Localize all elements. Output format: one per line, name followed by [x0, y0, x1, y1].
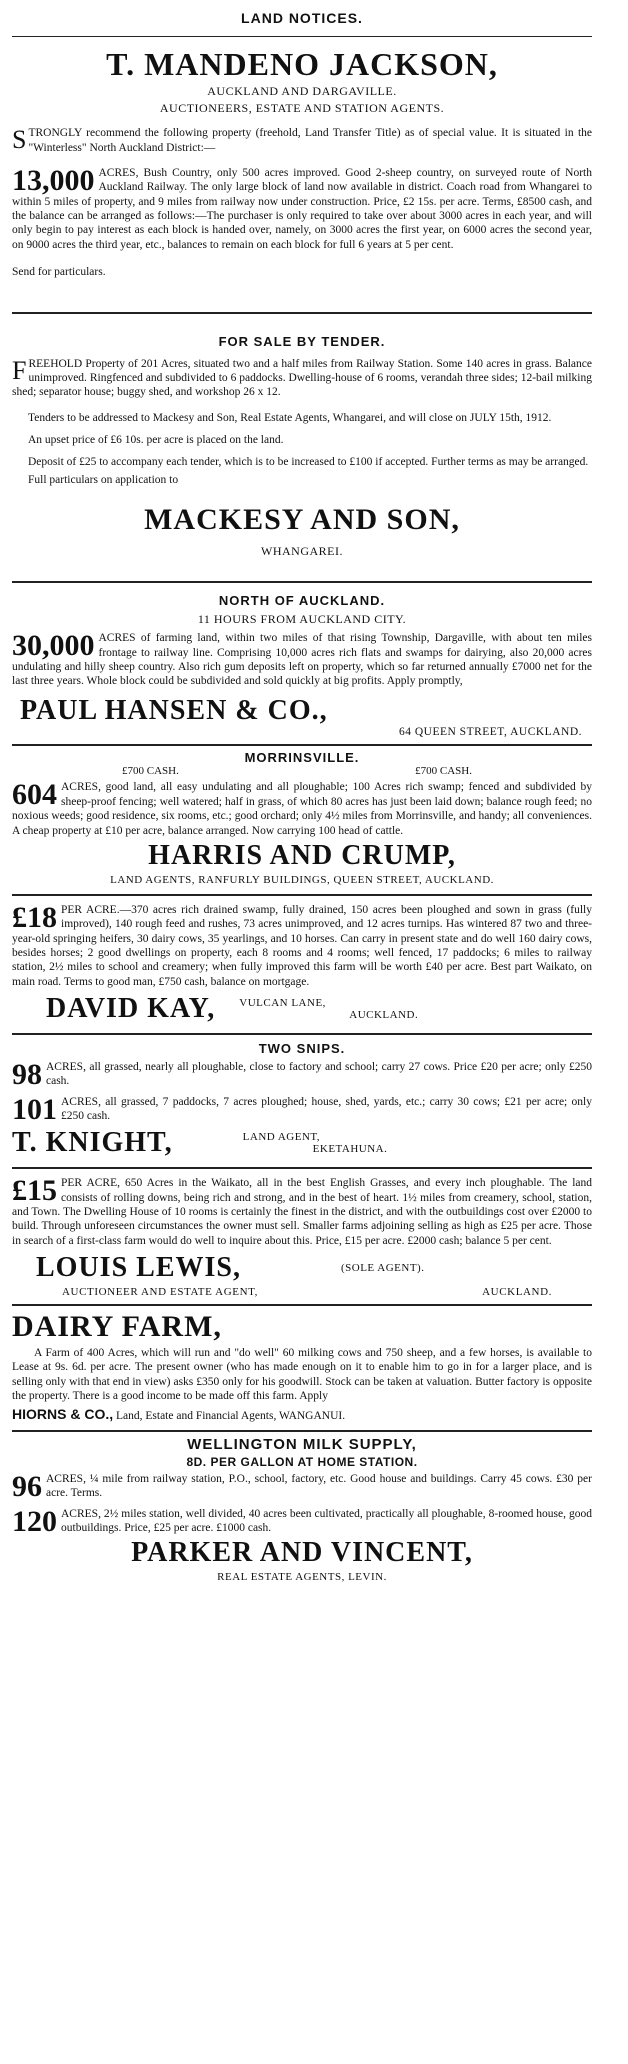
north-address: 64 QUEEN STREET, AUCKLAND. [398, 726, 582, 739]
tender-heading: FOR SALE BY TENDER. [218, 333, 386, 349]
dairy-agent-rest: Land, Estate and Financial Agents, WANGANUI. [116, 1410, 346, 1423]
north-acres-number: 30,000 [12, 629, 95, 663]
ad-tender [12, 314, 592, 584]
dairy-agent: HIORNS & CO., [12, 1406, 114, 1423]
tender-particulars: Full particulars on application to [28, 473, 179, 486]
ad-jackson [12, 37, 592, 314]
tender-intro-cap: F [12, 355, 27, 385]
tender-intro [12, 357, 592, 400]
kay-offer-text: PER ACRE.—370 acres rich drained swamp, fully drained, 150 acres been ploughed and sown in grass (fully improved), 140 rough feed and rushes, 73 acres unimproved, and 12 acres turnips. Has wintered 87 two and three-year-old springing heifers, 30 dairy cows, 35 yearlings, and 10 horses. Can carry in present state and do well 160 dairy cows, besides horses; 2 good dwellings on property, each 8 rooms and 4 rooms; well fenced, 17 paddocks; 6 miles to railway station, 2½ miles to school and creamery; when fully improved this farm will be worth £40 per acre. Best part Waikato, on main road. Terms to good man, £750 cash, balance on mortgage. [12, 903, 592, 988]
ad-louis-lewis [12, 1169, 592, 1306]
lewis-price: £15 [12, 1174, 57, 1208]
lewis-role-line [12, 1286, 592, 1298]
snips-signature [12, 1128, 592, 1159]
snips-offer-1 [12, 1057, 592, 1091]
wellington-role: REAL ESTATE AGENTS, LEVIN. [217, 1571, 387, 1584]
kay-offer [12, 900, 592, 989]
morrinsville-address: LAND AGENTS, RANFURLY BUILDINGS, QUEEN STREET, AUCKLAND. [110, 873, 494, 886]
snips-acres-number-1: 98 [12, 1057, 42, 1091]
kay-town: AUCKLAND. [349, 1008, 419, 1021]
jackson-locations: AUCKLAND AND DARGAVILLE. [207, 84, 397, 99]
tender-deposit: Deposit of £25 to accompany each tender, which is to be increased to £100 if accepted. Further terms as may be arranged. [28, 456, 589, 469]
wellington-acres-number-2: 120 [12, 1504, 57, 1538]
ad-north-auckland [12, 583, 592, 746]
morrinsville-offer [12, 780, 592, 838]
jackson-closing: Send for particulars. [12, 266, 106, 279]
lewis-note: (SOLE AGENT). [340, 1261, 425, 1274]
wellington-heading: WELLINGTON MILK SUPPLY, [187, 1435, 417, 1453]
north-offer [12, 631, 592, 689]
ad-david-kay [12, 896, 592, 1035]
morrinsville-acres-number: 604 [12, 778, 57, 812]
lewis-role: AUCTIONEER AND ESTATE AGENT, [62, 1285, 258, 1298]
morrinsville-agent: HARRIS AND CRUMP, [148, 839, 456, 871]
morrinsville-offer-text: ACRES, good land, all easy undulating and all ploughable; 100 Acres rich swamp; fenced and subdivided by sheep-proof fencing; well watered; half in grass, of which 80 acres has just been laid down; balance rough feed; no noxious weeds; good residence, six rooms, etc.; good orchard; only 4½ miles from Morrinsville, and handy; all conveniences. A cheap property at £10 per acre, balance arranged. Now carrying 100 head of cattle. [12, 781, 592, 837]
snips-offer-text-1: ACRES, all grassed, nearly all ploughable, close to factory and school; carry 27 cows. Price £20 per acre; only £250 cash. [46, 1060, 592, 1088]
tender-intro-text: REEHOLD Property of 201 Acres, situated two and a half miles from Railway Station. Some 140 acres in grass. Balance unimproved. Ringfenced and subdivided to 6 paddocks. Dwelling-house of 6 rooms, verandah three sides; 12-bail milking shed; separator house; buggy shed, and workshop 26 x 12. [12, 357, 592, 399]
dairy-agent-line [12, 1406, 592, 1424]
wellington-offer-1 [12, 1469, 592, 1503]
morrinsville-cash-right: £700 CASH. [415, 765, 472, 778]
snips-offer-text-2: ACRES, all grassed, 7 paddocks, 7 acres ploughed; house, shed, yards, etc.; carry 30 cows; £21 per acre; only £250 cash. [61, 1095, 592, 1122]
snips-acres-number-2: 101 [12, 1092, 57, 1126]
kay-address-block [239, 997, 418, 1021]
jackson-intro-text: TRONGLY recommend the following property (freehold, Land Transfer Title) as of special value. It is situated in the "Winterless" North Auckland District:— [28, 127, 592, 154]
wellington-acres-number-1: 96 [12, 1469, 42, 1503]
ad-morrinsville [12, 746, 592, 895]
morrinsville-cash-left: £700 CASH. [122, 765, 179, 778]
wellington-offer-text-1: ACRES, ¼ mile from railway station, P.O., school, factory, etc. Good house and buildings. Carry 45 cows. £30 per acre. Terms. [46, 1472, 592, 1500]
jackson-acres-number: 13,000 [12, 163, 95, 197]
kay-street: VULCAN LANE, [239, 996, 326, 1009]
kay-signature [12, 994, 592, 1025]
snips-address-block [243, 1131, 388, 1155]
lewis-offer-text: PER ACRE, 650 Acres in the Waikato, all in the best English Grasses, and every inch ploughable. The land consists of rolling downs, being rich and strong, and in the best of heart. 1½ miles from creamery, school, station, and Town. The Dwelling House of 10 rooms is certainly the finest in the district, and with the outbuildings cost over £2000 to build. Through unforeseen circumstances the owner must sell. Smaller farms adjoining selling as high as £25 per acre. Those in search of a first-class farm would do well to inquire about this. Price, £15 per acre. £2000 cash; balance 5 per cent. [12, 1177, 592, 1247]
lewis-offer [12, 1176, 592, 1248]
page-title: LAND NOTICES. [241, 10, 363, 26]
ad-two-snips [12, 1035, 592, 1169]
kay-price: £18 [12, 900, 57, 934]
snips-town: EKETAHUNA. [312, 1143, 388, 1156]
tender-upset-price: An upset price of £6 10s. per acre is placed on the land. [28, 434, 284, 447]
tender-agent: MACKESY AND SON, [144, 503, 460, 537]
snips-agent: T. KNIGHT, [12, 1127, 173, 1159]
wellington-offer-text-2: ACRES, 2½ miles station, well divided, 40 acres been cultivated, practically all ploughable, 8-roomed house, good outbuildings. Price, £25 per acre. £1000 cash. [61, 1507, 592, 1534]
dairy-offer: A Farm of 400 Acres, which will run and "do well" 60 milking cows and 750 sheep, and a few horses, is available to Lease at 9s. 6d. per acre. The present owner (who has made enough on it to enable him to go in for a larger place, and is selling only with that end in view) asks £350 only for his goodwill. Stock can be taken at valuation. Butter factory is opposite the property. There is a good income to be made off this farm. Apply [12, 1346, 592, 1402]
land-notices-page [12, 0, 592, 1591]
jackson-offer-text: ACRES, Bush Country, only 500 acres improved. Good 2-sheep country, on surveyed route of North Auckland Railway. The only large block of land now available in district. Coach road from Whangarei to within 5 miles of property, and 9 miles from railway now under construction. Price, £2 15s. per acre. Terms, £8500 cash, and the balance can be arranged as follows:—The purchaser is only required to take over about 3000 acres in each year, and will only begin to pay interest as each block is handed over, namely, on 3000 acres the first year, on 6000 acres the second year, on 9000 acres the third year, etc., balances to remain on each block for full 6 years at 5 per cent. [12, 166, 592, 251]
tender-address: Tenders to be addressed to Mackesy and Son, Real Estate Agents, Whangarei, and will close on JULY 15th, 1912. [28, 411, 552, 424]
wellington-agent: PARKER AND VINCENT, [131, 1537, 473, 1569]
lewis-signature [12, 1253, 592, 1284]
jackson-intro [12, 126, 592, 155]
snips-offer-2 [12, 1092, 592, 1126]
kay-agent: DAVID KAY, [46, 993, 216, 1025]
ad-wellington [12, 1432, 592, 1591]
tender-agent-town: WHANGAREI. [261, 544, 343, 559]
lewis-town: AUCKLAND. [482, 1285, 552, 1298]
wellington-subheading: 8D. PER GALLON AT HOME STATION. [186, 1454, 418, 1469]
snips-role: LAND AGENT, [242, 1131, 321, 1144]
lewis-agent: LOUIS LEWIS, [36, 1252, 241, 1283]
morrinsville-heading: MORRINSVILLE. [244, 750, 360, 766]
north-agent: PAUL HANSEN & CO., [20, 694, 328, 726]
north-subheading: 11 HOURS FROM AUCKLAND CITY. [197, 612, 407, 627]
wellington-offer-2 [12, 1504, 592, 1538]
jackson-role: AUCTIONEERS, ESTATE AND STATION AGENTS. [159, 101, 445, 116]
ad-dairy-farm [12, 1306, 592, 1432]
jackson-offer [12, 163, 592, 252]
north-offer-text: ACRES of farming land, within two miles of that rising Township, Dargaville, with about ten miles frontage to railway line. Comprising 10,000 acres rich flats and swamps for dairying, also 20,000 acres undulating and hilly sheep country. Also rich gum deposits left on property, which so far returned annually £7000 net for the last three years. Whole block could be subdivided and sold quickly at big profits. Apply promptly, [12, 632, 592, 688]
north-heading: NORTH OF AUCKLAND. [218, 593, 386, 609]
snips-heading: TWO SNIPS. [258, 1040, 346, 1056]
page-header [12, 4, 592, 37]
jackson-intro-cap: S [12, 125, 27, 155]
morrinsville-cash-row [12, 765, 592, 777]
dairy-heading: DAIRY FARM, [12, 1309, 222, 1343]
jackson-name: T. MANDENO JACKSON, [106, 46, 498, 82]
